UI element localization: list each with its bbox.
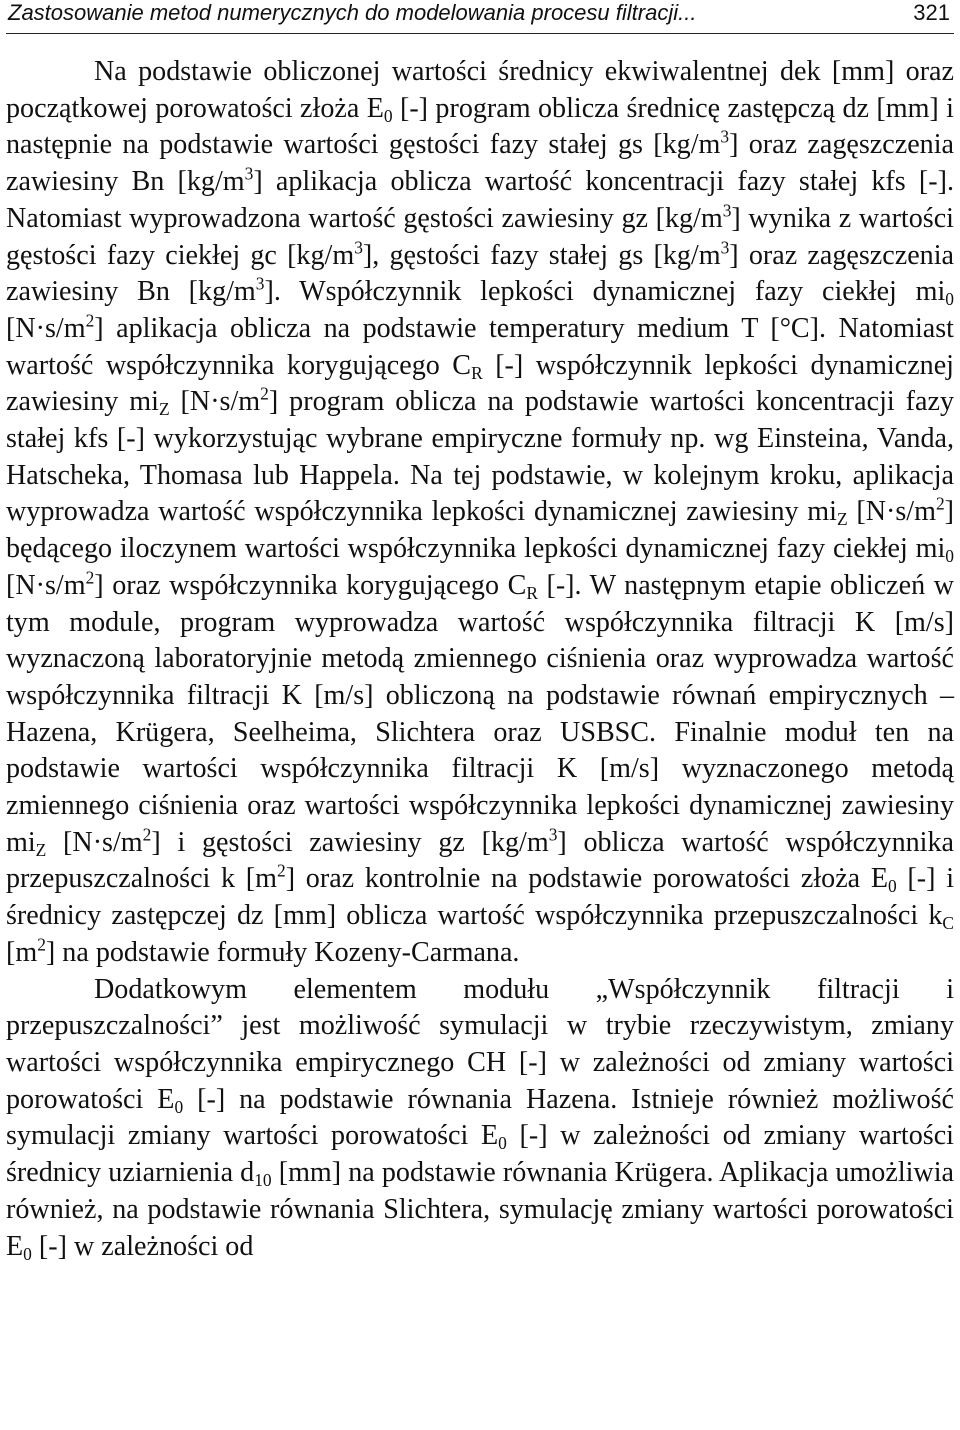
text-run: [N·s/m: [46, 826, 143, 858]
superscript: 2: [85, 567, 95, 588]
superscript: 3: [722, 200, 732, 221]
superscript: 3: [548, 824, 558, 845]
text-run: ] oraz zagęszczenia zawiesiny Bn [kg/m: [6, 239, 954, 308]
superscript: 2: [260, 383, 269, 404]
superscript: 3: [255, 273, 265, 294]
subscript: 10: [254, 1169, 272, 1190]
subscript: 0: [888, 876, 897, 897]
text-run: ] będącego iloczynem wartości współczynnika lepkości dynamicznej fazy ciekłej mi: [6, 496, 954, 565]
subscript: Z: [836, 509, 848, 530]
text-run: [-] na podstawie równania Hazena. Istnieje również możliwość symulacji zmiany wartości porowatości E: [6, 1083, 954, 1152]
text-run: ]. Współczynnik lepkości dynamicznej fazy ciekłej mi: [264, 276, 946, 308]
text-run: Na podstawie obliczonej wartości średnicy ekwiwalentnej dek [mm] oraz początkowej porowatości złoża E: [6, 56, 954, 124]
text-run: [-] program oblicza średnicę zastępczą dz [mm] i następnie na podstawie wartości gęstości fazy stałej gs [kg/m: [6, 92, 954, 161]
text-run: [N·s/m: [6, 312, 86, 344]
text-run: ] wynika z wartości gęstości fazy ciekłej gc [kg/m: [6, 202, 954, 271]
subscript: C: [942, 913, 954, 934]
text-run: [-] w zależności od: [31, 1230, 254, 1262]
superscript: 2: [142, 824, 152, 845]
text-run: ] na podstawie formuły Kozeny-Carmana.: [45, 936, 520, 968]
running-header: [8, 0, 952, 28]
running-header-title: Zastosowanie metod numerycznych do modelowania procesu filtracji...: [8, 0, 697, 25]
text-run: ] aplikacja oblicza na podstawie temperatury medium T [°C]. Natomiast wartość współczynnika korygującego C: [6, 312, 954, 381]
text-run: [-] współczynnik lepkości dynamicznej zawiesiny mi: [6, 349, 954, 418]
text-run: [-] w zależności od zmiany wartości średnicy uziarnienia d: [6, 1120, 954, 1189]
text-run: Dodatkowym elementem modułu „Współczynnik filtracji i przepuszczalności” jest możliwość symulacji w trybie rzeczywistym, zmiany wartości współczynnika empirycznego CH [-] w zależności od zmiany wartości porowatości E: [6, 973, 954, 1115]
subscript: 0: [945, 546, 954, 567]
subscript: 0: [174, 1096, 184, 1117]
superscript: 3: [244, 163, 254, 184]
text-run: [-] i średnicy zastępczej dz [mm] oblicza wartość współczynnika przepuszczalności k: [6, 863, 955, 932]
text-run: [mm] na podstawie równania Krügera. Aplikacja umożliwia również, na podstawie równania Slichtera, symulację zmiany wartości porowatości E: [6, 1157, 954, 1262]
text-run: [N·s/m: [6, 569, 86, 601]
superscript: 2: [935, 493, 945, 514]
paragraph-1: [6, 54, 954, 972]
subscript: 0: [498, 1133, 507, 1154]
superscript: 3: [354, 237, 363, 258]
superscript: 3: [720, 237, 730, 258]
page-number: 321: [913, 0, 950, 25]
text-run: [m: [6, 936, 38, 968]
text-run: ], gęstości fazy stałej gs [kg/m: [362, 239, 721, 271]
subscript: R: [471, 362, 483, 383]
subscript: Z: [158, 399, 170, 420]
text-run: [N·s/m: [847, 496, 936, 528]
subscript: 0: [23, 1243, 32, 1264]
subscript: R: [526, 582, 538, 603]
text-run: ] program oblicza na podstawie wartości koncentracji fazy stałej kfs [-] wykorzystując wybrane empiryczne formuły np. wg Einsteina, Vanda, Hatscheka, Thomasa lub Happela. Na tej podstawie, w kolejnym kroku, aplikacja wyprowadza wartość współczynnika lepkości dynamicznej zawiesiny mi: [6, 386, 954, 528]
subscript: Z: [35, 839, 47, 860]
text-run: ] oraz kontrolnie na podstawie porowatości złoża E: [285, 863, 889, 895]
subscript: 0: [383, 105, 393, 126]
body-text: [6, 54, 954, 1265]
text-run: ] i gęstości zawiesiny gz [kg/m: [151, 826, 549, 858]
text-run: ] aplikacja oblicza wartość koncentracji fazy stałej kfs [-]. Natomiast wyprowadzona wartość gęstości zawiesiny gz [kg/m: [6, 166, 954, 234]
paragraph-2: [6, 972, 954, 1266]
subscript: 0: [945, 289, 954, 310]
text-run: ] oblicza wartość współczynnika przepuszczalności k [m: [6, 826, 954, 895]
superscript: 2: [37, 934, 46, 955]
text-run: ] oraz współczynnika korygującego C: [94, 569, 527, 601]
text-run: [N·s/m: [169, 386, 261, 418]
header-rule: [6, 33, 954, 34]
text-run: [-]. W następnym etapie obliczeń w tym module, program wyprowadza wartość współczynnika filtracji K [m/s] wyznaczoną laboratoryjnie metodą zmiennego ciśnienia oraz wyprowadza wartość współczynnika filtracji K [m/s] obliczoną na podstawie równań empirycznych – Hazena, Krügera, Seelheima, Slichtera oraz USBSC. Finalnie moduł ten na podstawie wartości współczynnika filtracji K [m/s] wyznaczonego metodą zmiennego ciśnienia oraz wartości współczynnika lepkości dynamicznej zawiesiny mi: [6, 569, 954, 858]
superscript: 2: [277, 861, 286, 882]
superscript: 3: [720, 126, 730, 147]
text-run: ] oraz zagęszczenia zawiesiny Bn [kg/m: [6, 129, 954, 198]
superscript: 2: [85, 310, 95, 331]
